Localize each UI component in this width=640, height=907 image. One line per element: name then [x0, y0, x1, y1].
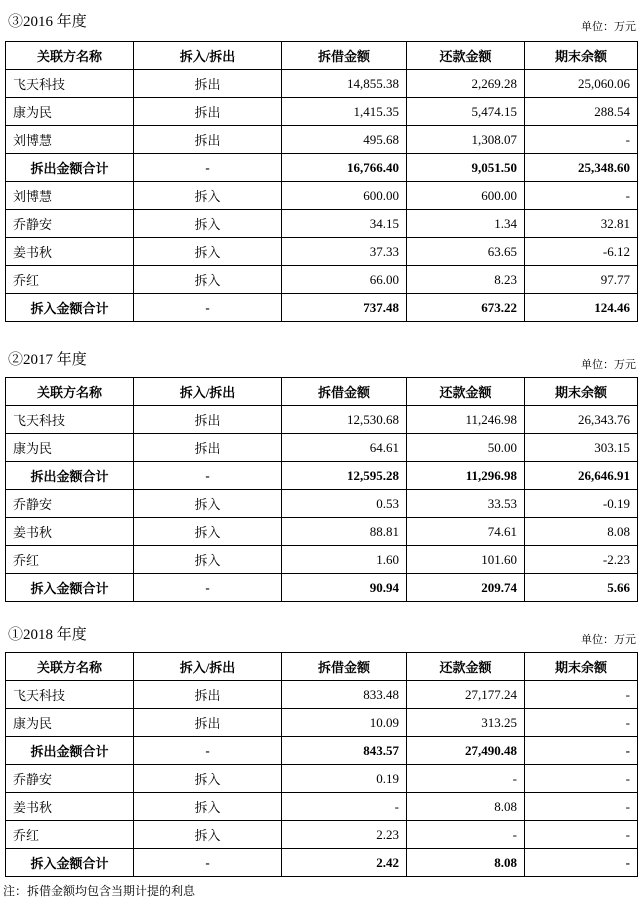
cell-party-name: 康为民	[6, 709, 134, 737]
cell-borrow-amount: 843.57	[282, 737, 407, 765]
header-party-name: 关联方名称	[6, 653, 134, 681]
cell-repay-amount: 5,474.15	[407, 98, 525, 126]
cell-party-name: 姜书秋	[6, 518, 134, 546]
header-direction: 拆入/拆出	[134, 42, 282, 70]
cell-borrow-amount: 88.81	[282, 518, 407, 546]
cell-party-name: 姜书秋	[6, 793, 134, 821]
table-row	[6, 546, 638, 574]
cell-party-name: 拆入金额合计	[6, 574, 134, 602]
section-2016	[0, 10, 640, 330]
cell-ending-balance: -2.23	[525, 546, 638, 574]
table-row	[6, 709, 638, 737]
cell-repay-amount: 313.25	[407, 709, 525, 737]
unit-label: 单位：万元	[581, 21, 636, 33]
header-repay-amount: 还款金额	[407, 42, 525, 70]
cell-ending-balance: -	[525, 765, 638, 793]
unit-label: 单位：万元	[581, 359, 636, 371]
cell-direction: 拆入	[134, 765, 282, 793]
header-party-name: 关联方名称	[6, 42, 134, 70]
section-2018	[0, 623, 640, 883]
total-row	[6, 294, 638, 322]
cell-direction: 拆出	[134, 70, 282, 98]
cell-direction: -	[134, 462, 282, 490]
header-borrow-amount: 拆借金额	[282, 42, 407, 70]
cell-direction: -	[134, 574, 282, 602]
cell-party-name: 乔静安	[6, 490, 134, 518]
header-ending-balance: 期末余额	[525, 42, 638, 70]
cell-party-name: 飞天科技	[6, 70, 134, 98]
cell-borrow-amount: 2.42	[282, 849, 407, 877]
header-ending-balance: 期末余额	[525, 378, 638, 406]
cell-borrow-amount: 64.61	[282, 434, 407, 462]
cell-repay-amount: 33.53	[407, 490, 525, 518]
cell-borrow-amount: 90.94	[282, 574, 407, 602]
table-row	[6, 238, 638, 266]
cell-borrow-amount: 66.00	[282, 266, 407, 294]
cell-direction: 拆入	[134, 821, 282, 849]
cell-repay-amount: 8.08	[407, 793, 525, 821]
table-row	[6, 210, 638, 238]
header-borrow-amount: 拆借金额	[282, 378, 407, 406]
cell-direction: 拆入	[134, 793, 282, 821]
cell-party-name: 拆出金额合计	[6, 154, 134, 182]
total-row	[6, 849, 638, 877]
cell-borrow-amount: 0.53	[282, 490, 407, 518]
cell-direction: 拆入	[134, 546, 282, 574]
cell-borrow-amount: -	[282, 793, 407, 821]
cell-direction: 拆入	[134, 210, 282, 238]
cell-direction: 拆入	[134, 266, 282, 294]
cell-party-name: 飞天科技	[6, 681, 134, 709]
cell-party-name: 乔静安	[6, 765, 134, 793]
cell-party-name: 姜书秋	[6, 238, 134, 266]
cell-repay-amount: 11,246.98	[407, 406, 525, 434]
cell-repay-amount: 209.74	[407, 574, 525, 602]
unit-label: 单位：万元	[581, 634, 636, 646]
cell-ending-balance: 124.46	[525, 294, 638, 322]
cell-party-name: 拆入金额合计	[6, 849, 134, 877]
cell-borrow-amount: 600.00	[282, 182, 407, 210]
table-row	[6, 70, 638, 98]
cell-party-name: 康为民	[6, 434, 134, 462]
cell-borrow-amount: 14,855.38	[282, 70, 407, 98]
table-header-row	[6, 378, 638, 406]
total-row	[6, 154, 638, 182]
cell-direction: 拆出	[134, 434, 282, 462]
cell-borrow-amount: 12,595.28	[282, 462, 407, 490]
table-row	[6, 126, 638, 154]
section-title: ①2018 年度	[8, 627, 87, 643]
footnote: 注：拆借金额均包含当期计提的利息	[3, 884, 196, 898]
cell-borrow-amount: 37.33	[282, 238, 407, 266]
table-row	[6, 266, 638, 294]
cell-repay-amount: 600.00	[407, 182, 525, 210]
cell-repay-amount: 27,177.24	[407, 681, 525, 709]
section-2017	[0, 348, 640, 608]
table-2018	[5, 652, 638, 877]
cell-ending-balance: 288.54	[525, 98, 638, 126]
cell-ending-balance: -	[525, 737, 638, 765]
cell-ending-balance: -	[525, 182, 638, 210]
cell-borrow-amount: 1,415.35	[282, 98, 407, 126]
cell-ending-balance: 32.81	[525, 210, 638, 238]
cell-repay-amount: -	[407, 821, 525, 849]
cell-borrow-amount: 833.48	[282, 681, 407, 709]
cell-party-name: 拆入金额合计	[6, 294, 134, 322]
cell-direction: 拆入	[134, 518, 282, 546]
cell-ending-balance: -	[525, 681, 638, 709]
cell-repay-amount: 9,051.50	[407, 154, 525, 182]
table-2017	[5, 377, 638, 602]
cell-direction: 拆出	[134, 709, 282, 737]
cell-borrow-amount: 34.15	[282, 210, 407, 238]
cell-ending-balance: -	[525, 821, 638, 849]
cell-ending-balance: 5.66	[525, 574, 638, 602]
cell-repay-amount: 50.00	[407, 434, 525, 462]
cell-repay-amount: 101.60	[407, 546, 525, 574]
cell-repay-amount: 1,308.07	[407, 126, 525, 154]
cell-party-name: 刘博慧	[6, 126, 134, 154]
cell-repay-amount: 673.22	[407, 294, 525, 322]
cell-repay-amount: 63.65	[407, 238, 525, 266]
total-row	[6, 737, 638, 765]
cell-party-name: 飞天科技	[6, 406, 134, 434]
table-row	[6, 821, 638, 849]
cell-ending-balance: -	[525, 126, 638, 154]
cell-ending-balance: -6.12	[525, 238, 638, 266]
cell-ending-balance: 303.15	[525, 434, 638, 462]
table-row	[6, 406, 638, 434]
cell-party-name: 乔红	[6, 546, 134, 574]
cell-repay-amount: 8.08	[407, 849, 525, 877]
header-ending-balance: 期末余额	[525, 653, 638, 681]
cell-ending-balance: 26,343.76	[525, 406, 638, 434]
cell-party-name: 康为民	[6, 98, 134, 126]
cell-borrow-amount: 495.68	[282, 126, 407, 154]
cell-direction: 拆出	[134, 406, 282, 434]
table-row	[6, 98, 638, 126]
cell-ending-balance: 25,060.06	[525, 70, 638, 98]
section-title: ②2017 年度	[8, 352, 87, 368]
cell-direction: -	[134, 849, 282, 877]
cell-borrow-amount: 12,530.68	[282, 406, 407, 434]
cell-direction: 拆入	[134, 182, 282, 210]
cell-repay-amount: 27,490.48	[407, 737, 525, 765]
header-borrow-amount: 拆借金额	[282, 653, 407, 681]
cell-repay-amount: 74.61	[407, 518, 525, 546]
cell-party-name: 乔红	[6, 821, 134, 849]
cell-ending-balance: -	[525, 709, 638, 737]
cell-borrow-amount: 0.19	[282, 765, 407, 793]
cell-direction: 拆出	[134, 98, 282, 126]
cell-ending-balance: 26,646.91	[525, 462, 638, 490]
cell-ending-balance: -	[525, 849, 638, 877]
header-direction: 拆入/拆出	[134, 653, 282, 681]
cell-direction: -	[134, 737, 282, 765]
cell-party-name: 拆出金额合计	[6, 462, 134, 490]
header-repay-amount: 还款金额	[407, 653, 525, 681]
cell-borrow-amount: 16,766.40	[282, 154, 407, 182]
cell-party-name: 乔红	[6, 266, 134, 294]
cell-ending-balance: -0.19	[525, 490, 638, 518]
table-row	[6, 434, 638, 462]
table-row	[6, 793, 638, 821]
table-header-row	[6, 653, 638, 681]
cell-direction: 拆出	[134, 681, 282, 709]
cell-repay-amount: 1.34	[407, 210, 525, 238]
cell-repay-amount: 11,296.98	[407, 462, 525, 490]
cell-borrow-amount: 737.48	[282, 294, 407, 322]
cell-borrow-amount: 1.60	[282, 546, 407, 574]
table-row	[6, 765, 638, 793]
table-row	[6, 518, 638, 546]
table-2016	[5, 41, 638, 322]
cell-party-name: 乔静安	[6, 210, 134, 238]
cell-direction: -	[134, 294, 282, 322]
cell-direction: -	[134, 154, 282, 182]
table-header-row	[6, 42, 638, 70]
cell-repay-amount: 8.23	[407, 266, 525, 294]
cell-repay-amount: 2,269.28	[407, 70, 525, 98]
cell-repay-amount: -	[407, 765, 525, 793]
cell-party-name: 拆出金额合计	[6, 737, 134, 765]
header-repay-amount: 还款金额	[407, 378, 525, 406]
cell-borrow-amount: 10.09	[282, 709, 407, 737]
table-row	[6, 681, 638, 709]
cell-party-name: 刘博慧	[6, 182, 134, 210]
cell-ending-balance: -	[525, 793, 638, 821]
total-row	[6, 574, 638, 602]
cell-direction: 拆出	[134, 126, 282, 154]
table-row	[6, 490, 638, 518]
section-title: ③2016 年度	[8, 14, 87, 30]
table-row	[6, 182, 638, 210]
total-row	[6, 462, 638, 490]
header-direction: 拆入/拆出	[134, 378, 282, 406]
header-party-name: 关联方名称	[6, 378, 134, 406]
cell-ending-balance: 8.08	[525, 518, 638, 546]
cell-borrow-amount: 2.23	[282, 821, 407, 849]
cell-direction: 拆入	[134, 490, 282, 518]
cell-ending-balance: 25,348.60	[525, 154, 638, 182]
cell-direction: 拆入	[134, 238, 282, 266]
cell-ending-balance: 97.77	[525, 266, 638, 294]
